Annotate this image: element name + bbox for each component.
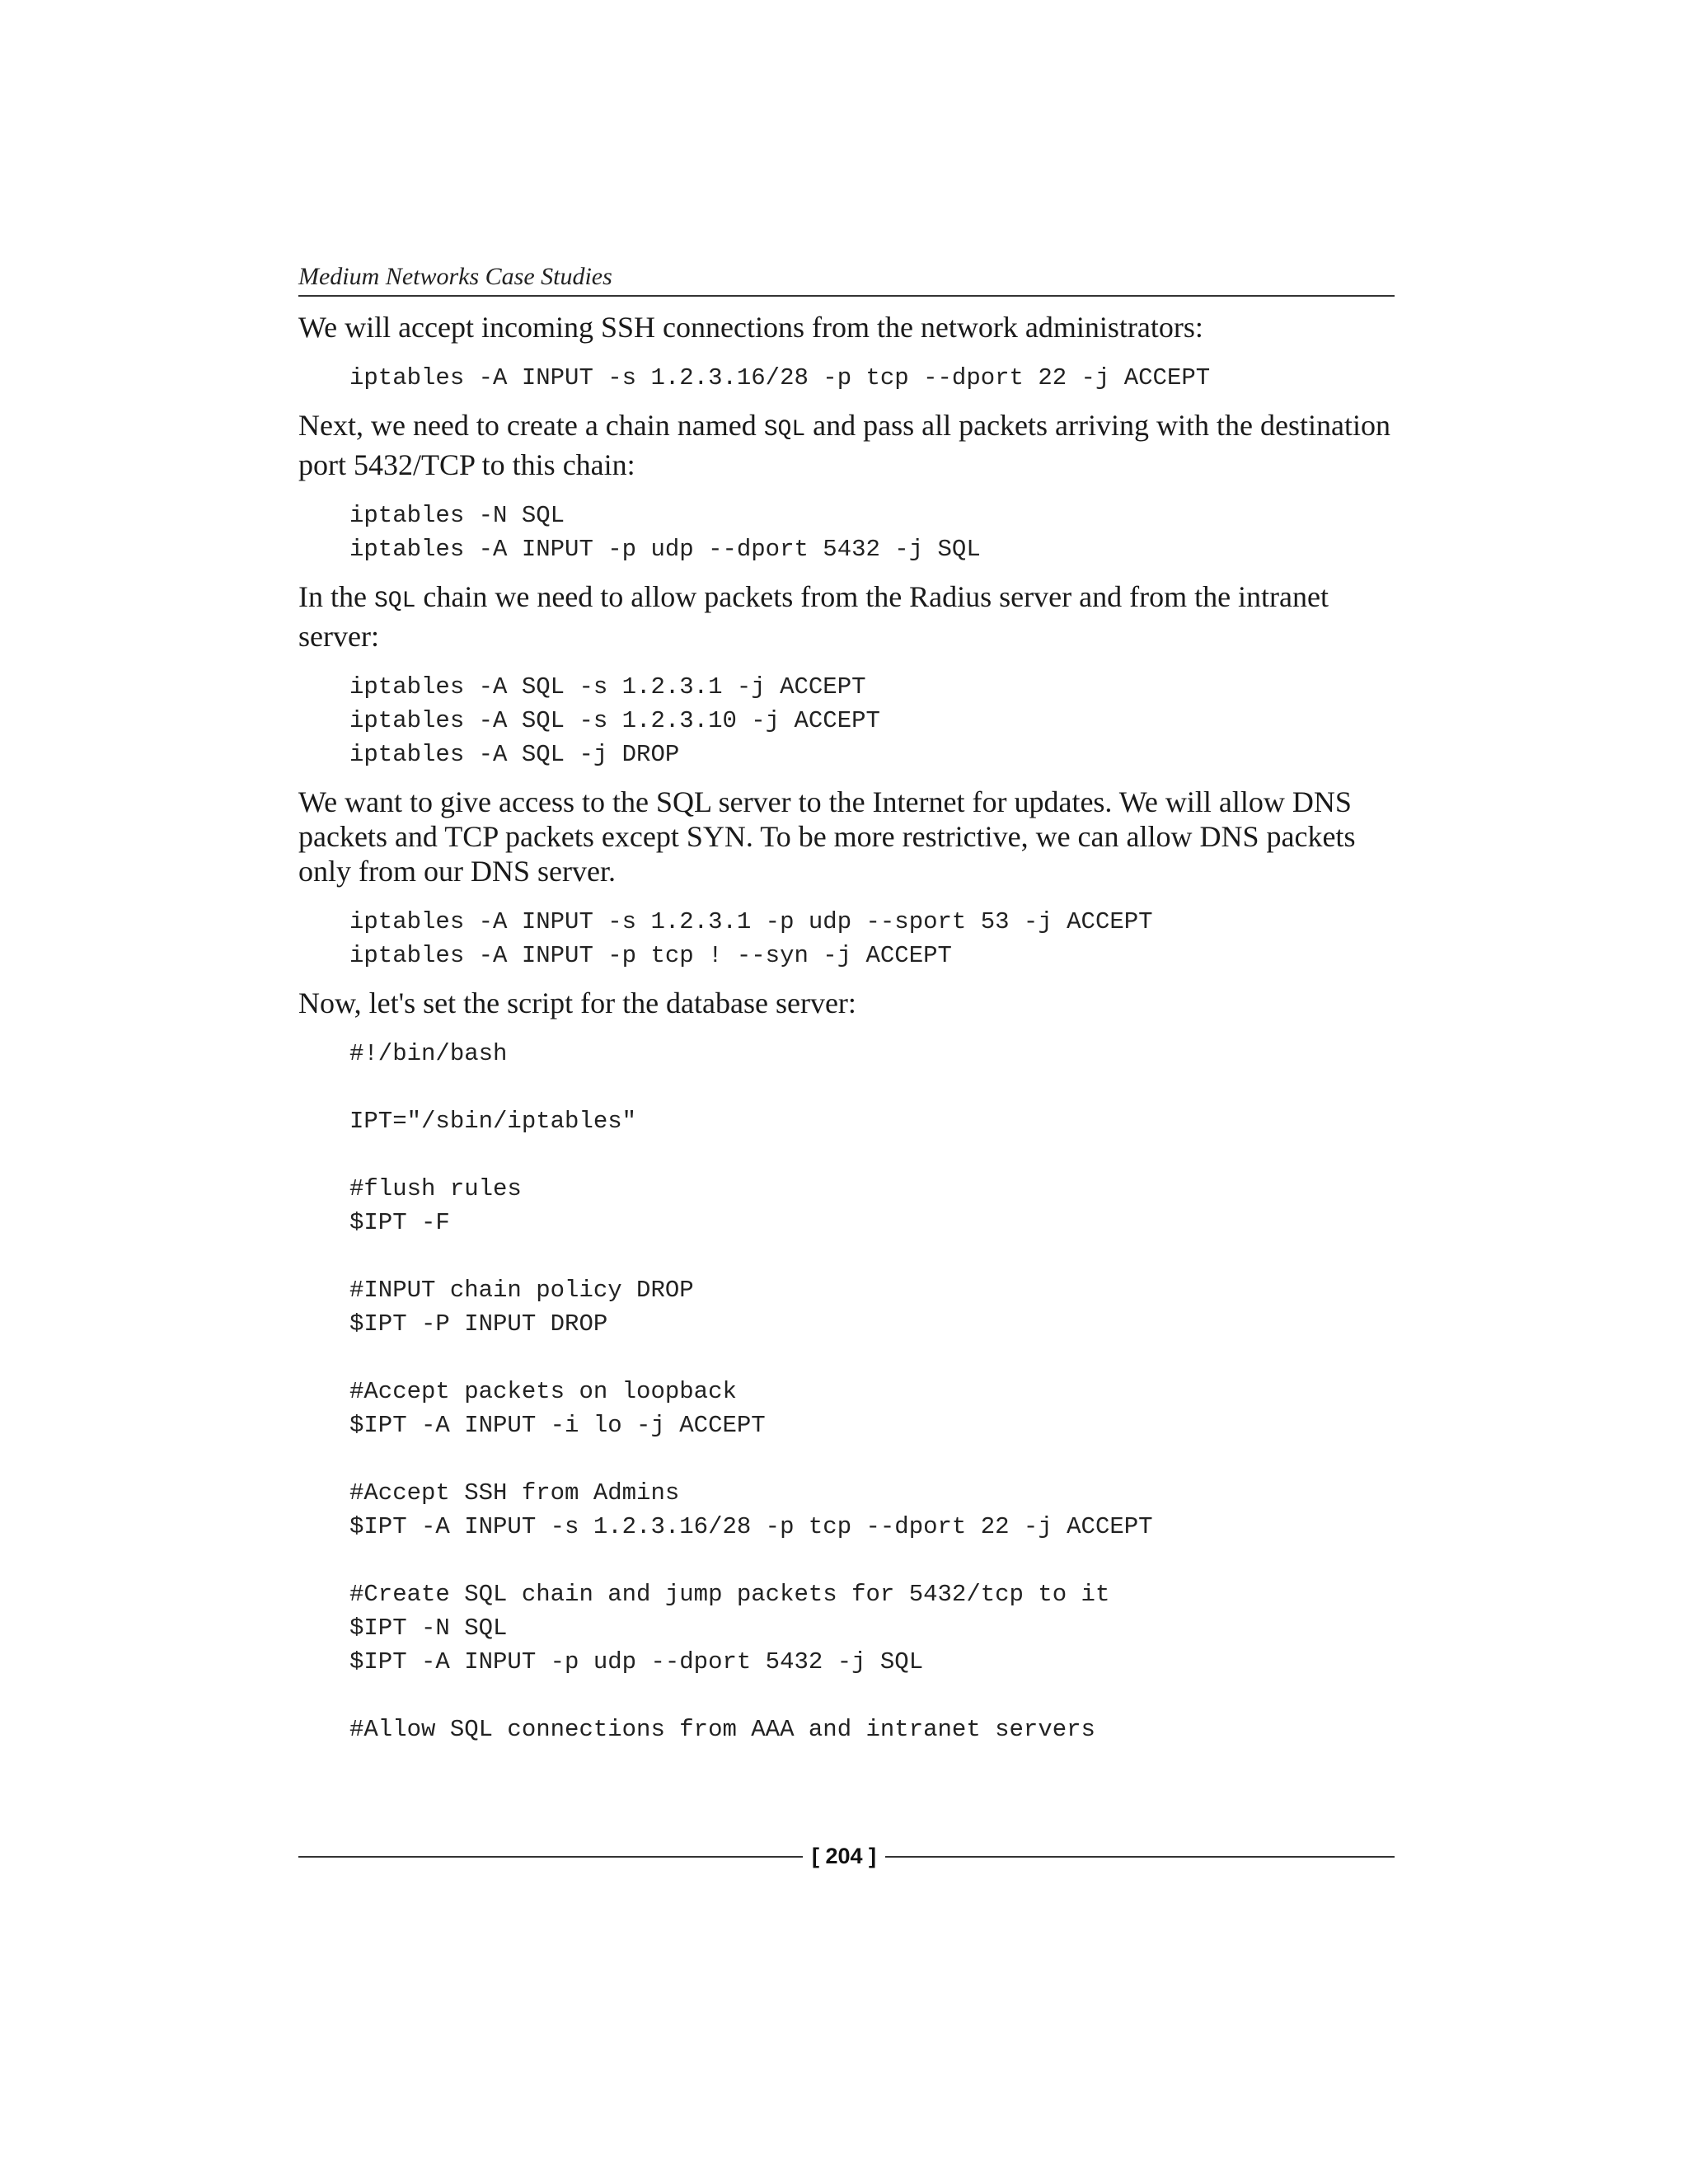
code-line: $IPT -F <box>349 1209 450 1236</box>
code-line: #Accept SSH from Admins <box>349 1479 680 1507</box>
code-line <box>349 1442 1395 1476</box>
code-line: $IPT -P INPUT DROP <box>349 1310 608 1338</box>
paragraph-sql-chain <box>298 408 1395 482</box>
code-line: $IPT -A INPUT -p udp --dport 5432 -j SQL <box>349 1648 924 1675</box>
code-line <box>349 1679 1395 1713</box>
code-line: #Accept packets on loopback <box>349 1378 737 1405</box>
code-line <box>349 1240 1395 1273</box>
code-line: $IPT -N SQL <box>349 1615 508 1642</box>
code-line: iptables -A INPUT -p tcp ! --syn -j ACCEPT <box>349 942 952 969</box>
code-block-dns-rules <box>298 905 1395 972</box>
footer-rule-right <box>885 1856 1395 1858</box>
code-line: #Create SQL chain and jump packets for 5432/tcp to it <box>349 1581 1110 1608</box>
code-line <box>349 1544 1395 1577</box>
code-line: #flush rules <box>349 1175 522 1202</box>
page-number: [ 204 ] <box>811 1844 877 1868</box>
code-line: $IPT -A INPUT -s 1.2.3.16/28 -p tcp --dport 22 -j ACCEPT <box>349 1513 1153 1540</box>
code-line <box>349 1071 1395 1104</box>
code-line: #Allow SQL connections from AAA and intranet servers <box>349 1716 1095 1743</box>
paragraph-ssh-intro: We will accept incoming SSH connections from the network administrators: <box>298 311 1203 344</box>
code-block-script <box>298 1037 1395 1746</box>
paragraph-internet-access: We want to give access to the SQL server to the Internet for updates. We will allow DNS packets and TCP packets except SYN. To be more restrictive, we can allow DNS packets only from our DNS server. <box>298 785 1356 888</box>
paragraph-text: Next, we need to create a chain named <box>298 409 764 442</box>
paragraph-text: and pass all packets arriving with the destination port 5432/TCP to this chain: <box>298 409 1390 481</box>
code-line: iptables -N SQL <box>349 502 565 529</box>
code-block-create-chain <box>298 499 1395 566</box>
code-line: iptables -A INPUT -s 1.2.3.1 -p udp --sport 53 -j ACCEPT <box>349 908 1153 935</box>
code-block-sql-rules <box>298 670 1395 771</box>
code-block-ssh <box>298 361 1395 395</box>
paragraph-text: chain we need to allow packets from the Radius server and from the intranet server: <box>298 580 1329 653</box>
page-content <box>298 262 1395 1746</box>
paragraph-sql-allow <box>298 579 1395 654</box>
inline-code-sql: SQL <box>373 588 416 614</box>
code-line: iptables -A INPUT -p udp --dport 5432 -j SQL <box>349 536 981 563</box>
code-line <box>349 1138 1395 1172</box>
paragraph-script-intro: Now, let's set the script for the database server: <box>298 987 856 1019</box>
code-line: iptables -A SQL -s 1.2.3.10 -j ACCEPT <box>349 707 880 734</box>
code-line: #!/bin/bash <box>349 1040 508 1067</box>
inline-code-sql: SQL <box>763 417 806 443</box>
footer-rule-left <box>298 1856 803 1858</box>
code-line: $IPT -A INPUT -i lo -j ACCEPT <box>349 1412 766 1439</box>
page-footer <box>298 1840 1395 1876</box>
code-line <box>349 1341 1395 1375</box>
code-line: iptables -A SQL -j DROP <box>349 741 680 768</box>
code-line: IPT="/sbin/iptables" <box>349 1108 637 1135</box>
running-head: Medium Networks Case Studies <box>298 262 1395 297</box>
code-line: iptables -A SQL -s 1.2.3.1 -j ACCEPT <box>349 673 866 701</box>
code-line: iptables -A INPUT -s 1.2.3.16/28 -p tcp --dport 22 -j ACCEPT <box>349 364 1211 391</box>
paragraph-text: In the <box>298 580 374 613</box>
code-line: #INPUT chain policy DROP <box>349 1277 694 1304</box>
